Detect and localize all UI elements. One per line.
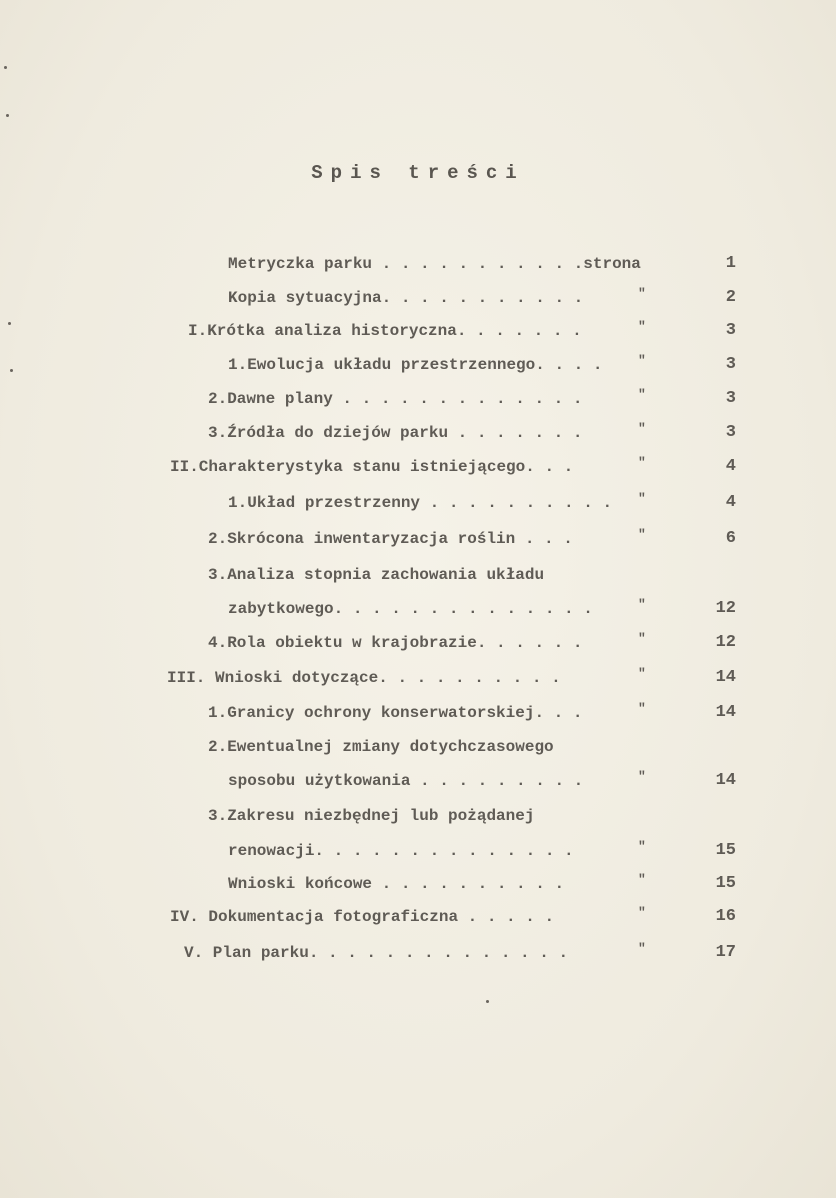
toc-entry [0, 938, 736, 968]
toc-entry [0, 902, 736, 932]
ditto-mark: " [638, 666, 646, 681]
toc-entry [0, 594, 736, 624]
toc-entry [0, 249, 736, 279]
toc-entry-text: 4.Rola obiektu w krajobrazie. . . . . . [208, 634, 583, 652]
ditto-mark: " [638, 701, 646, 716]
toc-entry-text: 3.Analiza stopnia zachowania układu [208, 566, 545, 584]
toc-page-number: 4 [725, 493, 736, 512]
toc-page-number: 2 [725, 288, 736, 307]
ditto-mark: " [638, 387, 646, 402]
ditto-mark: " [638, 491, 646, 506]
toc-entry-text: 2.Dawne plany . . . . . . . . . . . . . [208, 390, 583, 408]
toc-page-number: 14 [715, 668, 736, 687]
ditto-mark: " [638, 839, 646, 854]
paper-speck [486, 1000, 489, 1003]
toc-entry [0, 418, 736, 448]
toc-entry [0, 628, 736, 658]
toc-entry-text: sposobu użytkowania . . . . . . . . . [228, 772, 584, 790]
toc-entry-text: Metryczka parku . . . . . . . . . . .strona [228, 255, 641, 273]
ditto-mark: " [638, 421, 646, 436]
toc-entry-text: 2.Skrócona inwentaryzacja roślin . . . [208, 530, 573, 548]
toc-entry-text: renowacji. . . . . . . . . . . . . . [228, 842, 574, 860]
page-title: Spis treści [311, 162, 525, 184]
toc-entry-text: 3.Zakresu niezbędnej lub pożądanej [208, 807, 535, 825]
toc-entry-text: 2.Ewentualnej zmiany dotychczasowego [208, 738, 554, 756]
paper-speck [10, 369, 13, 372]
toc-entry-text: Kopia sytuacyjna. . . . . . . . . . . [228, 289, 584, 307]
toc-page-number: 6 [725, 529, 736, 548]
toc-entry [0, 698, 736, 728]
toc-page-number: 16 [715, 907, 736, 926]
toc-page-number: 17 [715, 943, 736, 962]
ditto-mark: " [638, 353, 646, 368]
paper-speck [8, 322, 11, 325]
toc-page-number: 12 [715, 599, 736, 618]
ditto-mark: " [638, 631, 646, 646]
ditto-mark: " [638, 905, 646, 920]
toc-entry [0, 350, 736, 380]
toc-page-number: 15 [715, 874, 736, 893]
toc-entry-text: IV. Dokumentacja fotograficzna . . . . . [170, 908, 555, 926]
toc-entry [0, 663, 736, 693]
toc-page-number: 3 [725, 423, 736, 442]
toc-entry [0, 766, 736, 796]
ditto-mark: " [638, 941, 646, 956]
toc-page-number: 3 [725, 389, 736, 408]
toc-entry [0, 869, 736, 899]
toc-page-number: 1 [725, 254, 736, 273]
ditto-mark: " [638, 286, 646, 301]
toc-entry [0, 283, 736, 313]
toc-entry [0, 524, 736, 554]
toc-entry [0, 384, 736, 414]
toc-page-number: 14 [715, 771, 736, 790]
ditto-mark: " [638, 455, 646, 470]
toc-entry-text: Wnioski końcowe . . . . . . . . . . [228, 875, 565, 893]
toc-entry [0, 836, 736, 866]
ditto-mark: " [638, 872, 646, 887]
toc-entry-text: 1.Ewolucja układu przestrzennego. . . . [228, 356, 603, 374]
paper-speck [6, 114, 9, 117]
toc-entry-text: I.Krótka analiza historyczna. . . . . . . [188, 322, 582, 340]
ditto-mark: " [638, 597, 646, 612]
ditto-mark: " [638, 527, 646, 542]
toc-entry-text: 1.Układ przestrzenny . . . . . . . . . . [228, 494, 613, 512]
toc-page-number: 3 [725, 321, 736, 340]
ditto-mark: " [638, 769, 646, 784]
toc-entry [0, 488, 736, 518]
toc-entry-text: 1.Granicy ochrony konserwatorskiej. . . [208, 704, 583, 722]
toc-entry [0, 316, 736, 346]
toc-entry-text: II.Charakterystyka stanu istniejącego. . . [170, 458, 574, 476]
toc-entry-text: V. Plan parku. . . . . . . . . . . . . . [184, 944, 569, 962]
toc-entry-text: zabytkowego. . . . . . . . . . . . . . [228, 600, 593, 618]
toc-page-number: 3 [725, 355, 736, 374]
toc-entry [0, 732, 736, 762]
toc-entry [0, 560, 736, 590]
toc-page-number: 14 [715, 703, 736, 722]
paper-speck [4, 66, 7, 69]
toc-entry [0, 452, 736, 482]
toc-page-number: 4 [725, 457, 736, 476]
toc-entry-text: 3.Źródła do dziejów parku . . . . . . . [208, 424, 583, 442]
ditto-mark: " [638, 319, 646, 334]
toc-entry [0, 801, 736, 831]
toc-page-number: 12 [715, 633, 736, 652]
toc-page-number: 15 [715, 841, 736, 860]
toc-entry-text: III. Wnioski dotyczące. . . . . . . . . . [167, 669, 561, 687]
